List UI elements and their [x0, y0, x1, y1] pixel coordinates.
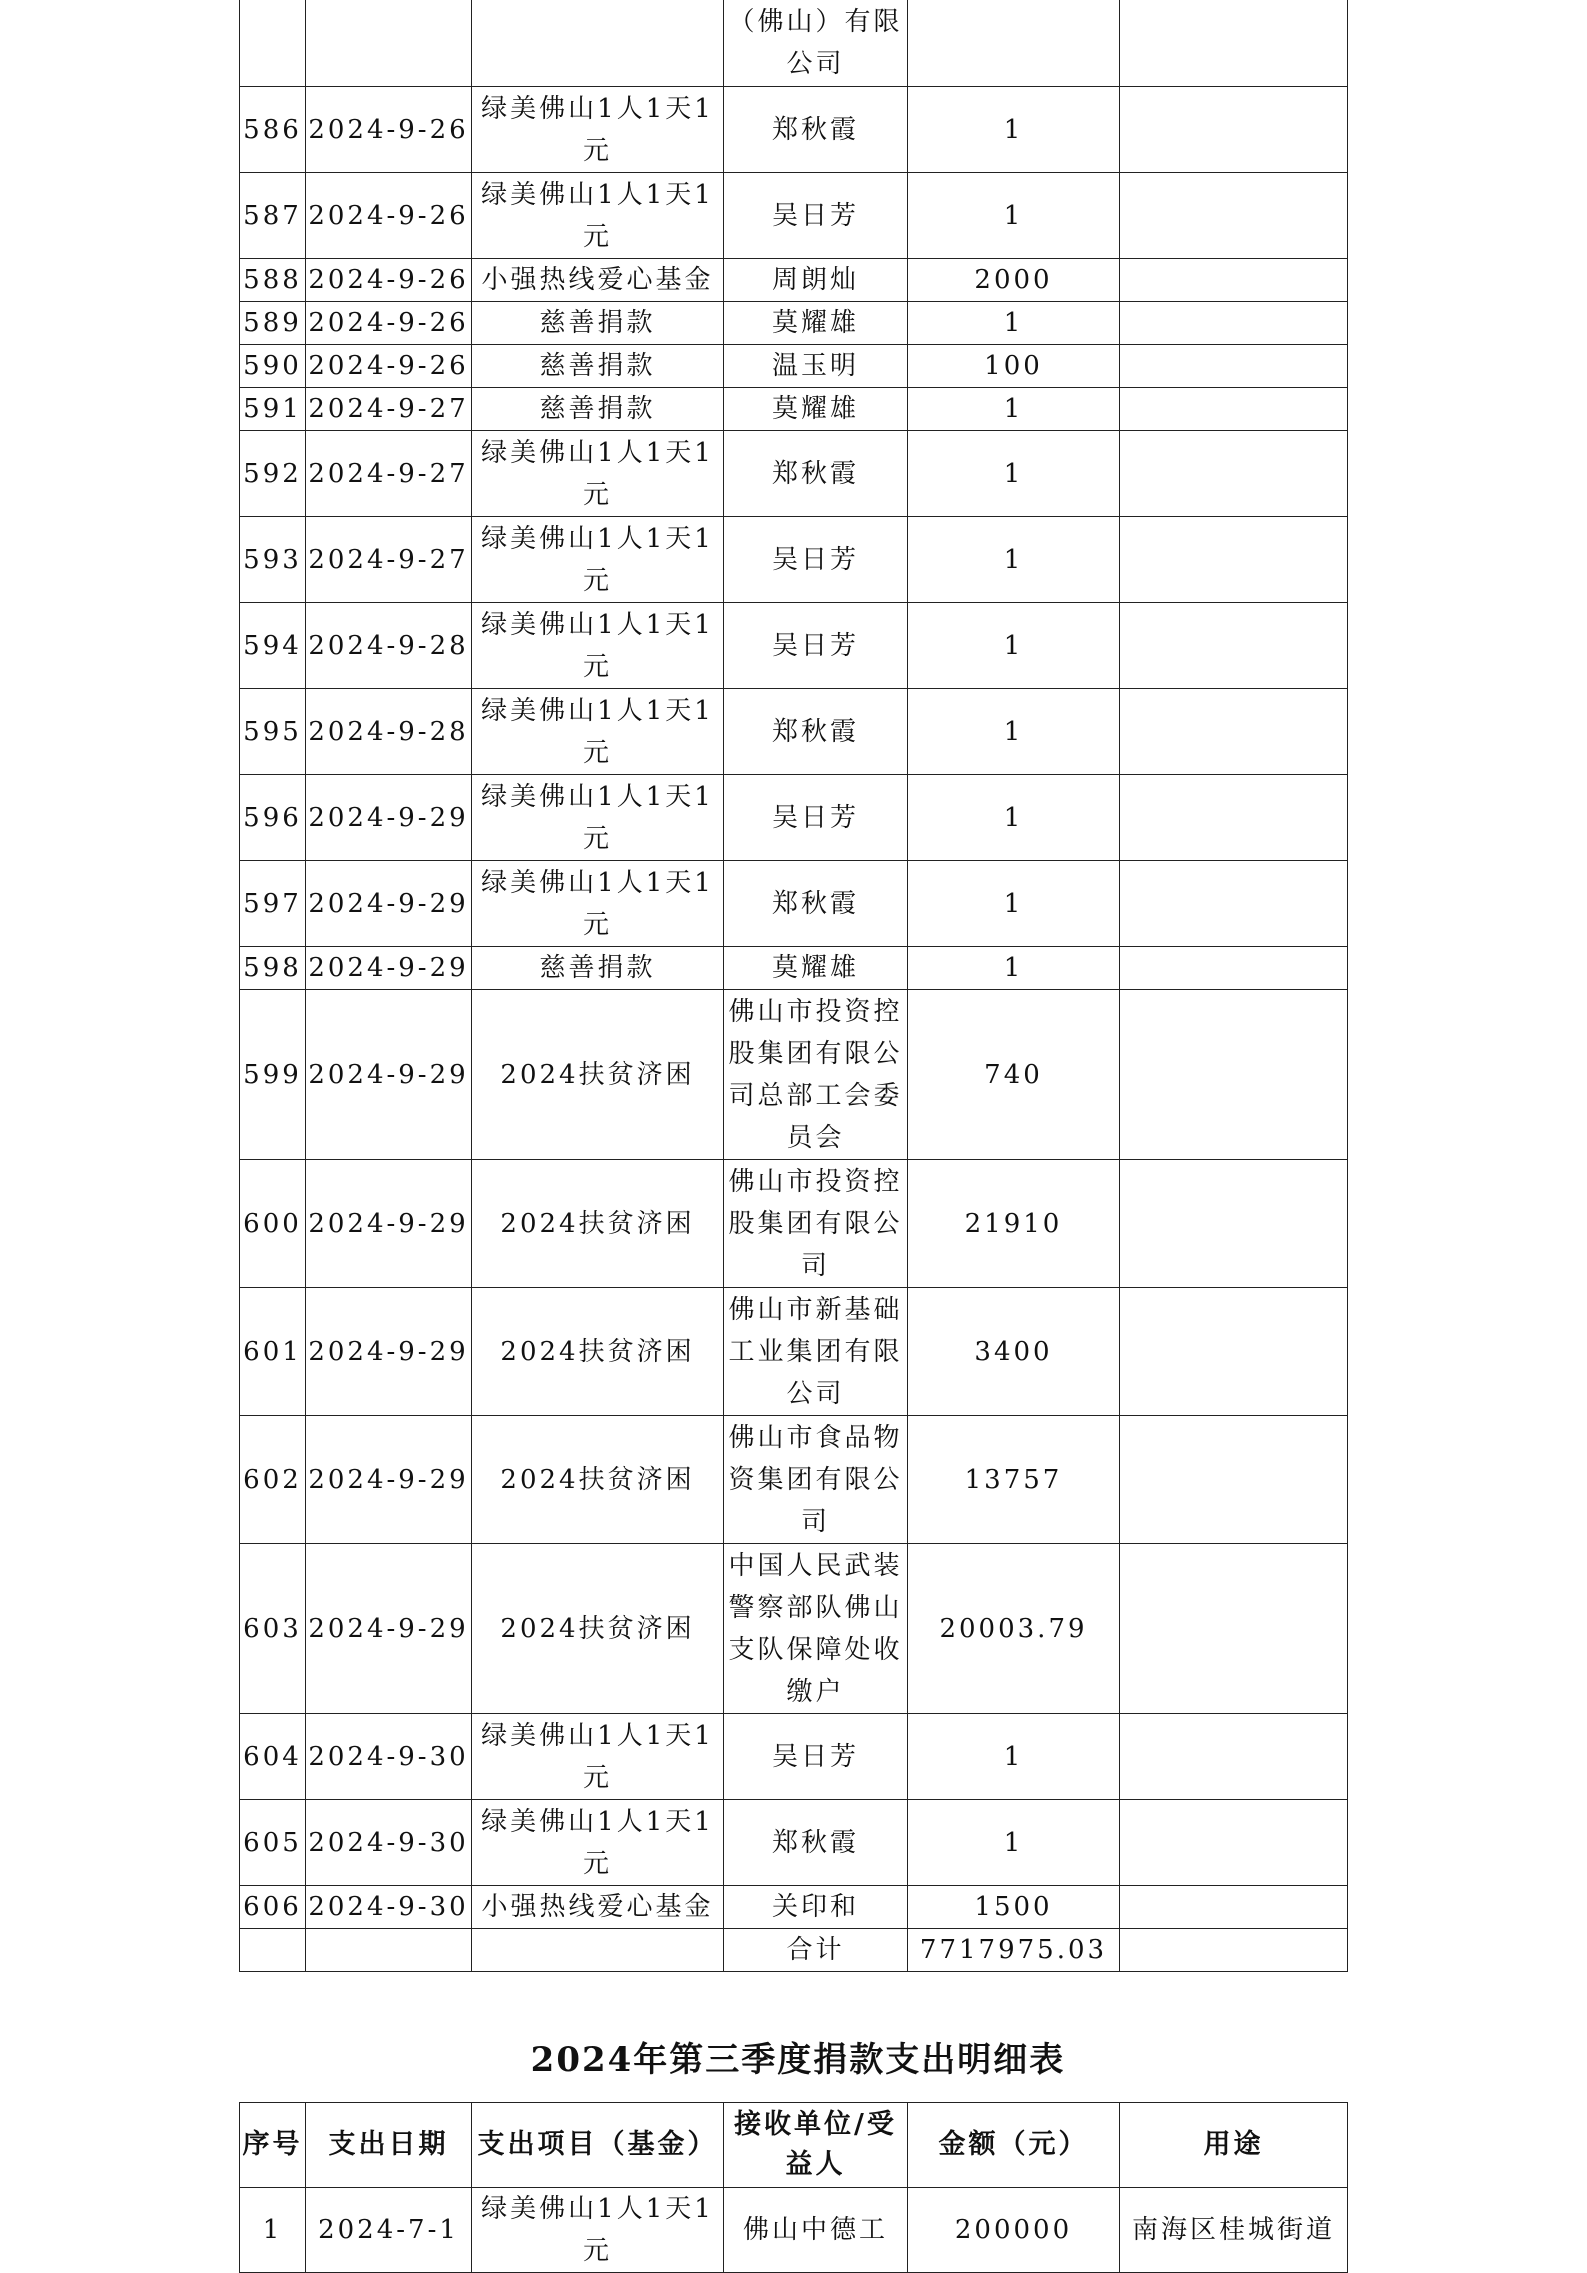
cell-date: 2024-9-29: [306, 947, 472, 990]
cell-amount: 20003.79: [908, 1544, 1120, 1714]
cell-amount: 13757: [908, 1416, 1120, 1544]
cell-amount: 1: [908, 775, 1120, 861]
cell-date: 2024-9-29: [306, 1544, 472, 1714]
table-row: [240, 2188, 1348, 2273]
cell-project: 2024扶贫济困: [472, 1416, 724, 1544]
cell-note: [1120, 1800, 1348, 1886]
cell-project: [472, 0, 724, 87]
cell-donor: 佛山市新基础工业集团有限公司: [724, 1288, 908, 1416]
cell-project: 绿美佛山1人1天1元: [472, 517, 724, 603]
cell-no: 597: [240, 861, 306, 947]
cell-project: 绿美佛山1人1天1元: [472, 689, 724, 775]
cell-note: [1120, 947, 1348, 990]
cell-no: [240, 0, 306, 87]
cell-amount: 100: [908, 345, 1120, 388]
cell-project: 慈善捐款: [472, 345, 724, 388]
cell-date: 2024-9-27: [306, 517, 472, 603]
table-row: [240, 947, 1348, 990]
cell-no: 594: [240, 603, 306, 689]
table-row: [240, 1714, 1348, 1800]
cell-date: 2024-9-30: [306, 1886, 472, 1929]
cell-project: 绿美佛山1人1天1元: [472, 861, 724, 947]
cell-donor: 周朗灿: [724, 259, 908, 302]
cell-amount: 1: [908, 689, 1120, 775]
cell-amount: 740: [908, 990, 1120, 1160]
cell-project: 绿美佛山1人1天1元: [472, 775, 724, 861]
cell-donor: 郑秋霞: [724, 861, 908, 947]
cell-no: 600: [240, 1160, 306, 1288]
cell-donor: 郑秋霞: [724, 431, 908, 517]
cell-date: 2024-9-29: [306, 990, 472, 1160]
header-date: 支出日期: [306, 2103, 472, 2188]
cell-note: [1120, 1929, 1348, 1972]
cell-project: 慈善捐款: [472, 302, 724, 345]
cell-amount: 1: [908, 1714, 1120, 1800]
cell-no: 603: [240, 1544, 306, 1714]
expense-table-body: [240, 2188, 1348, 2273]
table-row: [240, 689, 1348, 775]
cell-donor: 温玉明: [724, 345, 908, 388]
cell-donor: 吴日芳: [724, 173, 908, 259]
cell-amount: 3400: [908, 1288, 1120, 1416]
cell-date: 2024-9-28: [306, 689, 472, 775]
header-amount: 金额（元）: [908, 2103, 1120, 2188]
cell-date: 2024-9-26: [306, 259, 472, 302]
expense-table-title: 2024年第三季度捐款支出明细表: [530, 2040, 1066, 2080]
cell-project: 绿美佛山1人1天1元: [472, 1714, 724, 1800]
cell-date: 2024-9-27: [306, 388, 472, 431]
table-row: [240, 1416, 1348, 1544]
header-no: 序号: [240, 2103, 306, 2188]
cell-amount: 1: [908, 388, 1120, 431]
cell-donor: 吴日芳: [724, 775, 908, 861]
cell-no: 1: [240, 2188, 306, 2273]
cell-donor: 郑秋霞: [724, 1800, 908, 1886]
cell-date: 2024-9-30: [306, 1800, 472, 1886]
expense-table: [239, 2102, 1348, 2273]
cell-amount: 21910: [908, 1160, 1120, 1288]
cell-project: 2024扶贫济困: [472, 1544, 724, 1714]
cell-note: [1120, 302, 1348, 345]
income-table-body: [240, 0, 1348, 1972]
cell-project: 绿美佛山1人1天1元: [472, 603, 724, 689]
cell-no: 599: [240, 990, 306, 1160]
cell-no: 589: [240, 302, 306, 345]
cell-project: 2024扶贫济困: [472, 1288, 724, 1416]
cell-note: [1120, 1288, 1348, 1416]
cell-date: 2024-9-26: [306, 173, 472, 259]
cell-amount: [908, 0, 1120, 87]
cell-note: [1120, 0, 1348, 87]
cell-no: 605: [240, 1800, 306, 1886]
cell-amount: 1: [908, 517, 1120, 603]
cell-amount: 1: [908, 861, 1120, 947]
cell-amount: 1: [908, 302, 1120, 345]
cell-project: 小强热线爱心基金: [472, 259, 724, 302]
cell-date: 2024-9-29: [306, 1416, 472, 1544]
cell-note: [1120, 259, 1348, 302]
table-row: [240, 1929, 1348, 1972]
cell-donor: 吴日芳: [724, 603, 908, 689]
cell-date: 2024-7-1: [306, 2188, 472, 2273]
cell-note: [1120, 173, 1348, 259]
cell-note: [1120, 861, 1348, 947]
table-row: [240, 0, 1348, 87]
cell-donor: 莫耀雄: [724, 302, 908, 345]
header-recipient: 接收单位/受益人: [724, 2103, 908, 2188]
cell-date: [306, 0, 472, 87]
cell-no: 595: [240, 689, 306, 775]
cell-note: [1120, 603, 1348, 689]
cell-donor: 吴日芳: [724, 517, 908, 603]
cell-note: [1120, 689, 1348, 775]
cell-donor: （佛山）有限公司: [724, 0, 908, 87]
cell-no: 586: [240, 87, 306, 173]
cell-donor: 佛山市投资控股集团有限公司: [724, 1160, 908, 1288]
cell-note: [1120, 345, 1348, 388]
cell-no: 601: [240, 1288, 306, 1416]
cell-donor: 佛山中德工: [724, 2188, 908, 2273]
table-row: [240, 302, 1348, 345]
cell-no: 587: [240, 173, 306, 259]
cell-donor: 郑秋霞: [724, 87, 908, 173]
table-row: [240, 517, 1348, 603]
cell-project: 绿美佛山1人1天1元: [472, 1800, 724, 1886]
cell-no: 591: [240, 388, 306, 431]
cell-project: 慈善捐款: [472, 388, 724, 431]
cell-no: 606: [240, 1886, 306, 1929]
table-row: [240, 990, 1348, 1160]
cell-no: 592: [240, 431, 306, 517]
cell-project: 绿美佛山1人1天1元: [472, 87, 724, 173]
table-row: [240, 1160, 1348, 1288]
cell-amount: 7717975.03: [908, 1929, 1120, 1972]
table-row: [240, 431, 1348, 517]
cell-amount: 1500: [908, 1886, 1120, 1929]
cell-no: [240, 1929, 306, 1972]
cell-date: 2024-9-28: [306, 603, 472, 689]
cell-amount: 2000: [908, 259, 1120, 302]
cell-donor: 莫耀雄: [724, 947, 908, 990]
cell-project: 2024扶贫济困: [472, 990, 724, 1160]
cell-donor: 佛山市食品物资集团有限公司: [724, 1416, 908, 1544]
cell-date: 2024-9-26: [306, 345, 472, 388]
table-row: [240, 259, 1348, 302]
cell-note: [1120, 1544, 1348, 1714]
table-row: [240, 603, 1348, 689]
cell-donor: 关印和: [724, 1886, 908, 1929]
cell-project: [472, 1929, 724, 1972]
table-row: [240, 173, 1348, 259]
cell-note: [1120, 1714, 1348, 1800]
cell-date: 2024-9-27: [306, 431, 472, 517]
cell-donor: 中国人民武装警察部队佛山支队保障处收缴户: [724, 1544, 908, 1714]
cell-note: [1120, 87, 1348, 173]
cell-date: 2024-9-29: [306, 1288, 472, 1416]
cell-no: 604: [240, 1714, 306, 1800]
table-row: [240, 1886, 1348, 1929]
cell-project: 绿美佛山1人1天1元: [472, 431, 724, 517]
cell-project: 绿美佛山1人1天1元: [472, 173, 724, 259]
cell-note: [1120, 775, 1348, 861]
cell-project: 2024扶贫济困: [472, 1160, 724, 1288]
cell-donor: 合计: [724, 1929, 908, 1972]
table-row: [240, 1544, 1348, 1714]
table-row: [240, 87, 1348, 173]
table-row: [240, 1288, 1348, 1416]
cell-project: 小强热线爱心基金: [472, 1886, 724, 1929]
cell-amount: 1: [908, 431, 1120, 517]
cell-no: 598: [240, 947, 306, 990]
table-row: [240, 1800, 1348, 1886]
cell-note: [1120, 1160, 1348, 1288]
income-table: [239, 0, 1348, 1972]
cell-date: [306, 1929, 472, 1972]
cell-amount: 1: [908, 173, 1120, 259]
cell-amount: 1: [908, 947, 1120, 990]
table-row: [240, 345, 1348, 388]
cell-note: [1120, 1416, 1348, 1544]
cell-note: 南海区桂城街道: [1120, 2188, 1348, 2273]
cell-project: 绿美佛山1人1天1元: [472, 2188, 724, 2273]
cell-donor: 吴日芳: [724, 1714, 908, 1800]
cell-donor: 郑秋霞: [724, 689, 908, 775]
cell-no: 602: [240, 1416, 306, 1544]
cell-no: 590: [240, 345, 306, 388]
cell-amount: 200000: [908, 2188, 1120, 2273]
cell-amount: 1: [908, 87, 1120, 173]
table-row: [240, 861, 1348, 947]
cell-no: 596: [240, 775, 306, 861]
cell-date: 2024-9-26: [306, 87, 472, 173]
cell-date: 2024-9-29: [306, 1160, 472, 1288]
cell-donor: 莫耀雄: [724, 388, 908, 431]
cell-date: 2024-9-29: [306, 861, 472, 947]
cell-no: 593: [240, 517, 306, 603]
cell-date: 2024-9-29: [306, 775, 472, 861]
cell-date: 2024-9-26: [306, 302, 472, 345]
cell-note: [1120, 517, 1348, 603]
cell-note: [1120, 990, 1348, 1160]
cell-note: [1120, 431, 1348, 517]
expense-header-row: [240, 2103, 1348, 2188]
cell-note: [1120, 1886, 1348, 1929]
header-usage: 用途: [1120, 2103, 1348, 2188]
cell-project: 慈善捐款: [472, 947, 724, 990]
header-project: 支出项目（基金）: [472, 2103, 724, 2188]
cell-note: [1120, 388, 1348, 431]
cell-no: 588: [240, 259, 306, 302]
cell-donor: 佛山市投资控股集团有限公司总部工会委员会: [724, 990, 908, 1160]
cell-amount: 1: [908, 603, 1120, 689]
cell-amount: 1: [908, 1800, 1120, 1886]
table-row: [240, 388, 1348, 431]
cell-date: 2024-9-30: [306, 1714, 472, 1800]
table-row: [240, 775, 1348, 861]
